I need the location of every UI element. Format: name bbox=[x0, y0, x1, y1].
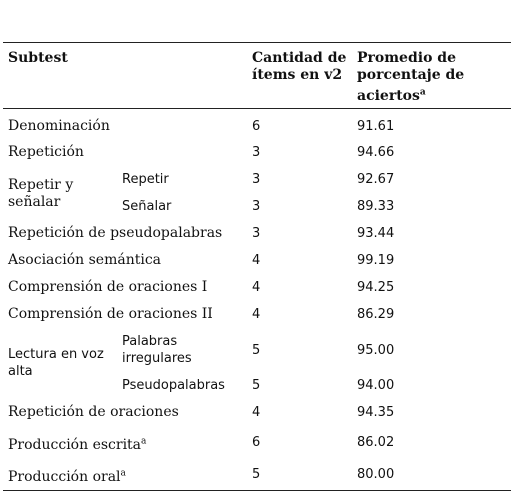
cell-pct: 86.29 bbox=[357, 307, 395, 322]
header-promedio-line1: Promedio de bbox=[357, 50, 456, 66]
cell-pct: 93.44 bbox=[357, 226, 395, 241]
footnote-marker: a bbox=[141, 436, 147, 447]
cell-pct: 95.00 bbox=[357, 343, 395, 358]
cell-subtest: Producción escrita$^a$ bbox=[8, 436, 147, 453]
cell-subitem: Repetir bbox=[122, 172, 169, 187]
cell-pct: 94.00 bbox=[357, 378, 395, 393]
cell-pct: 80.00 bbox=[357, 467, 395, 482]
cell-pct: 94.25 bbox=[357, 280, 395, 295]
header-promedio-line2: porcentaje de bbox=[357, 67, 465, 83]
bottom-rule bbox=[3, 490, 511, 491]
header-cantidad-line1: Cantidad de bbox=[252, 50, 347, 66]
cell-subitem: Señalar bbox=[122, 199, 172, 214]
cell-items: 3 bbox=[252, 145, 261, 160]
cell-items: 4 bbox=[252, 405, 261, 420]
header-cantidad-line2: ítems en v2 bbox=[252, 67, 343, 83]
cell-items: 6 bbox=[252, 119, 261, 134]
cell-items: 4 bbox=[252, 253, 261, 268]
cell-pct: 94.35 bbox=[357, 405, 395, 420]
cell-subtest: Repetición de pseudopalabras bbox=[8, 225, 223, 241]
footnote-marker: a bbox=[419, 87, 426, 98]
cell-items: 4 bbox=[252, 307, 261, 322]
cell-items: 3 bbox=[252, 172, 261, 187]
cell-pct: 86.02 bbox=[357, 435, 395, 450]
cell-group-line2: alta bbox=[8, 364, 33, 379]
cell-group-line1: Repetir y bbox=[8, 177, 74, 193]
cell-items: 5 bbox=[252, 343, 261, 358]
cell-items: 6 bbox=[252, 435, 261, 450]
cell-subtest: Repetición bbox=[8, 144, 84, 160]
cell-subitem: Pseudopalabras bbox=[122, 378, 225, 393]
cell-subtest: Repetición de oraciones bbox=[8, 404, 179, 420]
cell-items: 4 bbox=[252, 280, 261, 295]
cell-pct: 94.66 bbox=[357, 145, 395, 160]
footnote-marker: a bbox=[120, 468, 126, 479]
cell-pct: 99.19 bbox=[357, 253, 395, 268]
header-subtest: Subtest bbox=[8, 50, 68, 66]
cell-items: 3 bbox=[252, 199, 261, 214]
cell-group-line1: Lectura en voz bbox=[8, 347, 104, 362]
cell-subtest: Comprensión de oraciones I bbox=[8, 279, 208, 295]
cell-items: 3 bbox=[252, 226, 261, 241]
cell-pct: 91.61 bbox=[357, 119, 395, 134]
cell-pct: 92.67 bbox=[357, 172, 395, 187]
cell-subtest: Denominación bbox=[8, 118, 110, 134]
top-rule bbox=[3, 42, 511, 43]
header-promedio-line3: aciertos$^a$ bbox=[357, 87, 426, 104]
cell-pct: 89.33 bbox=[357, 199, 395, 214]
cell-subtest: Asociación semántica bbox=[8, 252, 162, 268]
header-rule bbox=[3, 108, 511, 109]
cell-group-line2: señalar bbox=[8, 194, 61, 210]
cell-subtest: Producción oral$^a$ bbox=[8, 468, 126, 485]
cell-subitem-line2: irregulares bbox=[122, 351, 192, 366]
cell-items: 5 bbox=[252, 378, 261, 393]
cell-subtest: Comprensión de oraciones II bbox=[8, 306, 213, 322]
cell-subitem-line1: Palabras bbox=[122, 334, 178, 349]
cell-items: 5 bbox=[252, 467, 261, 482]
